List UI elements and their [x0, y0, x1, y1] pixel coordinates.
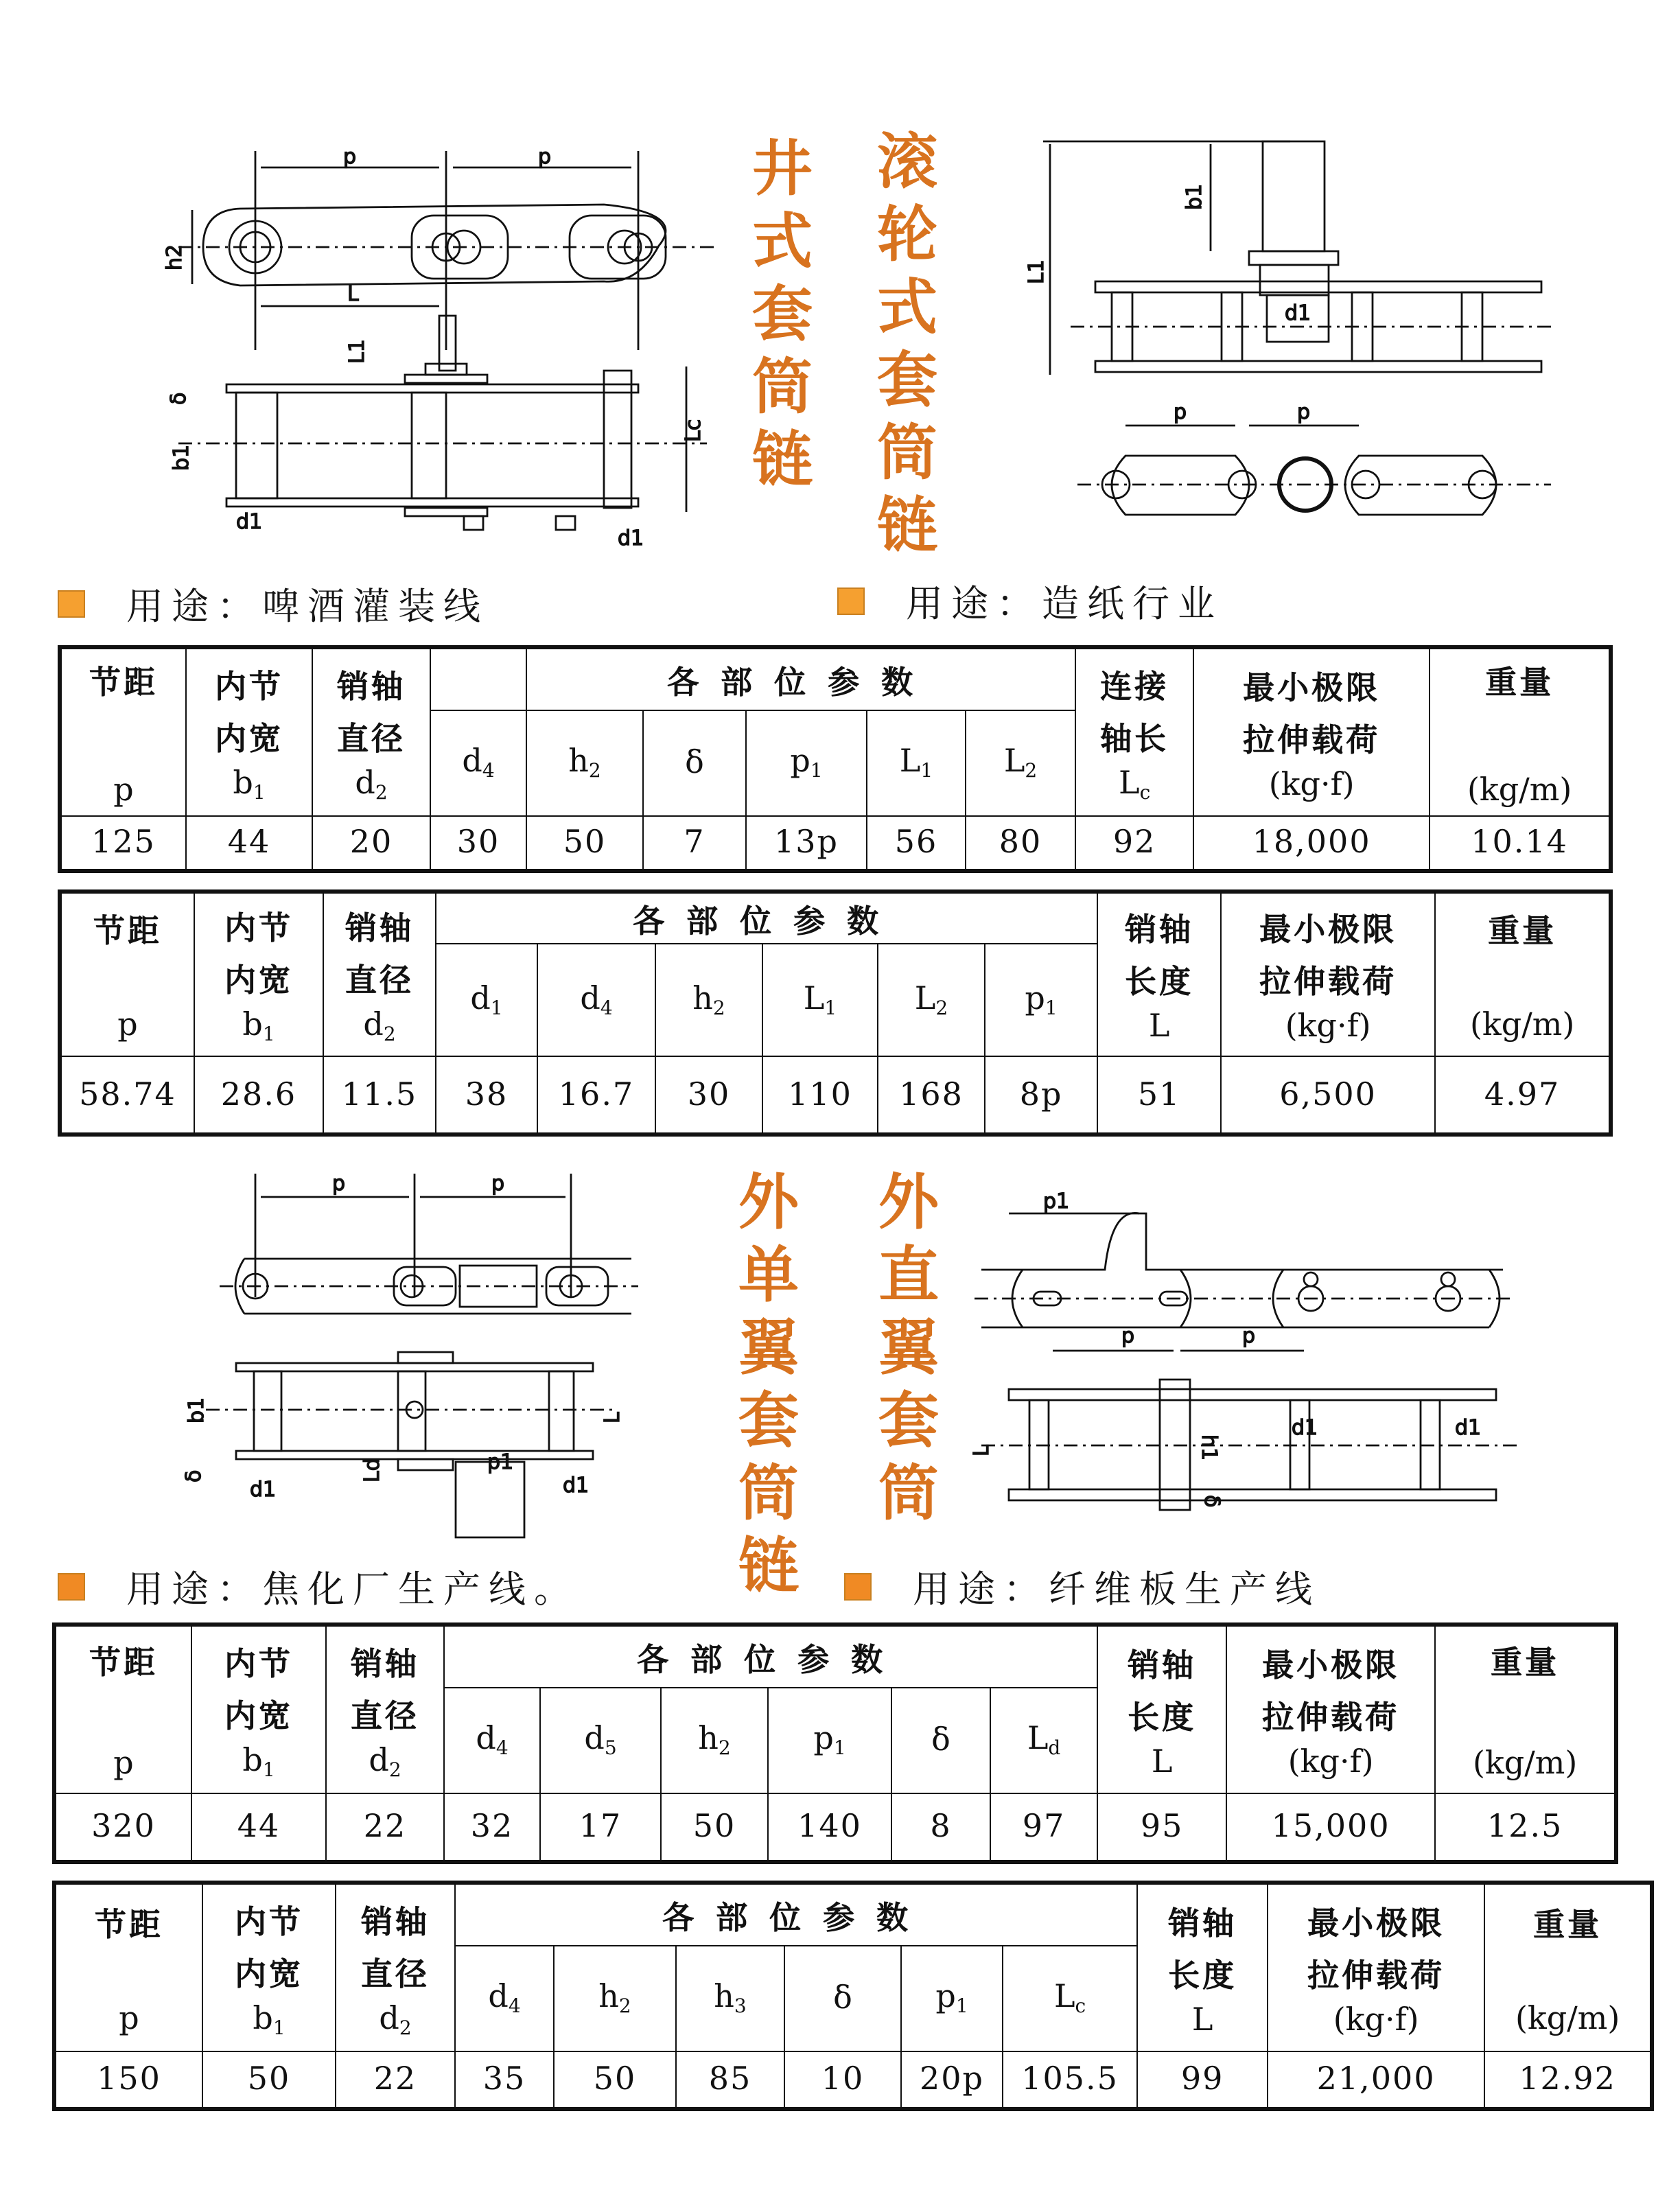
header-param: δ [891, 1688, 990, 1793]
cell: 56 [867, 816, 966, 871]
header-weight: 重量 (kg/m) [1484, 1883, 1652, 2051]
dim-label-d1: d1 [618, 526, 644, 550]
cell: 110 [762, 1056, 878, 1135]
header-param: $h_3$ [676, 1946, 784, 2051]
dim-label-p: p [491, 1172, 505, 1196]
cell: 140 [768, 1793, 891, 1862]
header-param: δ [784, 1946, 901, 2051]
title-char: 链 [738, 1532, 799, 1602]
cell: 4.97 [1435, 1056, 1611, 1135]
cell: 85 [676, 2051, 784, 2109]
header-pin-length: 销轴长度 L [1137, 1883, 1268, 2051]
dim-label-Ld: Ld [360, 1458, 384, 1482]
title-char: 滚 [877, 128, 937, 198]
cell: 44 [191, 1793, 326, 1862]
cell: 20p [901, 2051, 1003, 2109]
header-pin-diameter: 销轴直径 $d_2$ [312, 647, 430, 816]
header-param: $h_2$ [526, 710, 643, 816]
usage-value: 啤酒灌装线 [262, 586, 489, 629]
cell: 22 [336, 2051, 455, 2109]
table-row [54, 1793, 1616, 1862]
cell: 125 [60, 816, 186, 871]
title-char: 式 [877, 273, 937, 343]
header-min-tensile-load: 最小极限拉伸载荷 (kg·f) [1193, 647, 1430, 816]
title-char: 筒 [877, 419, 937, 489]
header-group-params: 各部位参数 [455, 1883, 1137, 1946]
dim-label-L1: L1 [1025, 259, 1049, 284]
usage-line-well-type [58, 577, 489, 630]
cell: 17 [540, 1793, 661, 1862]
cell: 15,000 [1226, 1793, 1435, 1862]
cell: 13p [746, 816, 867, 871]
cell: 80 [966, 816, 1075, 871]
cell: 8p [985, 1056, 1097, 1135]
header-pitch: 节距 p [54, 1625, 191, 1793]
cell: 92 [1075, 816, 1193, 871]
title-char: 翼 [878, 1314, 939, 1384]
spec-table-roller-type [58, 889, 1613, 1137]
cell: 16.7 [537, 1056, 655, 1135]
header-param: $L_1$ [762, 944, 878, 1056]
cell: 58.74 [60, 1056, 194, 1135]
title-char: 外 [738, 1168, 799, 1238]
header-param: $d_4$ [537, 944, 655, 1056]
usage-label: 用途： [126, 586, 262, 629]
dim-label-b1: b1 [185, 1397, 209, 1423]
title-char: 套 [878, 1386, 939, 1456]
dim-label-p: p [1297, 400, 1311, 424]
header-param: $h_2$ [554, 1946, 676, 2051]
dim-label-d1: d1 [1292, 1416, 1318, 1440]
cell: 150 [54, 2051, 202, 2109]
dim-label-p1: p1 [487, 1450, 514, 1474]
bullet-square-icon [837, 587, 865, 614]
cell: 11.5 [323, 1056, 436, 1135]
bullet-square-icon [844, 1572, 872, 1600]
outer-straight-wing-chain-diagram [968, 1180, 1544, 1524]
dim-label-p: p [332, 1172, 346, 1196]
header-min-tensile-load: 最小极限拉伸载荷 (kg·f) [1268, 1883, 1484, 2051]
cell: 50 [661, 1793, 768, 1862]
dim-label-b1: b1 [170, 444, 194, 471]
cell: 50 [526, 816, 643, 871]
usage-line-outer-straight-wing [844, 1559, 1320, 1613]
cell: 12.92 [1484, 2051, 1652, 2109]
header-param: $L_2$ [878, 944, 985, 1056]
dim-label-p1: p1 [1043, 1189, 1070, 1213]
spec-table-outer-straight-wing [52, 1881, 1654, 2111]
header-param: $L_d$ [990, 1688, 1097, 1793]
header-param: $L_c$ [1003, 1946, 1137, 2051]
cell: 28.6 [194, 1056, 323, 1135]
cell: 50 [202, 2051, 336, 2109]
cell: 18,000 [1193, 816, 1430, 871]
section-title-well-type [748, 133, 817, 497]
title-char: 套 [877, 346, 937, 416]
header-param: $h_2$ [655, 944, 762, 1056]
cell: 10.14 [1430, 816, 1611, 871]
header-weight: 重量 (kg/m) [1435, 1625, 1616, 1793]
cell: 44 [186, 816, 312, 871]
dim-label-p: p [538, 145, 552, 169]
section-title-roller-type [873, 126, 942, 563]
cell: 35 [455, 2051, 554, 2109]
cell: 21,000 [1268, 2051, 1484, 2109]
usage-value: 焦化厂生产线。 [262, 1569, 579, 1612]
usage-value: 造纸行业 [1042, 583, 1223, 626]
header-param: $d_4$ [430, 710, 526, 816]
table-row [60, 816, 1611, 871]
header-weight: 重量 (kg/m) [1435, 892, 1611, 1056]
spec-table-outer-single-wing [52, 1622, 1618, 1864]
dim-label-L: L [970, 1445, 994, 1456]
cell: 30 [430, 816, 526, 871]
cell: 51 [1097, 1056, 1221, 1135]
header-param: $L_2$ [966, 710, 1075, 816]
header-param: $L_1$ [867, 710, 966, 816]
header-inner-width: 内节内宽 $b_1$ [194, 892, 323, 1056]
cell: 32 [444, 1793, 540, 1862]
cell: 10 [784, 2051, 901, 2109]
cell: 50 [554, 2051, 676, 2109]
dim-label-p: p [1121, 1324, 1135, 1348]
header-param: $p_1$ [768, 1688, 891, 1793]
header-pitch: 节距 p [54, 1883, 202, 2051]
header-param: $p_1$ [985, 944, 1097, 1056]
dim-label-h1: h1 [1197, 1434, 1221, 1461]
usage-label: 用途： [913, 1569, 1049, 1612]
header-min-tensile-load: 最小极限拉伸载荷 (kg·f) [1226, 1625, 1435, 1793]
cell: 7 [643, 816, 746, 871]
title-char: 套 [738, 1386, 799, 1456]
cell: 105.5 [1003, 2051, 1137, 2109]
dim-label-L1: L1 [345, 339, 369, 364]
well-type-chain-diagram [163, 130, 741, 550]
bullet-square-icon [58, 590, 85, 617]
title-char: 链 [752, 426, 813, 496]
usage-value: 纤维板生产线 [1049, 1569, 1320, 1612]
title-char: 筒 [878, 1459, 939, 1529]
header-pin-diameter: 销轴直径 $d_2$ [336, 1883, 455, 2051]
dim-label-delta: δ [182, 1469, 206, 1482]
usage-line-roller-type [837, 574, 1223, 627]
section-title-outer-straight-wing [874, 1167, 943, 1531]
title-char: 链 [877, 491, 937, 561]
dim-label-d1: d1 [250, 1478, 277, 1502]
table-row [54, 2051, 1652, 2109]
header-pin-length: 销轴长度 L [1097, 1625, 1226, 1793]
cell: 320 [54, 1793, 191, 1862]
outer-single-wing-chain-diagram [178, 1160, 673, 1531]
cell: 20 [312, 816, 430, 871]
header-param: $h_2$ [661, 1688, 768, 1793]
header-group-params: 各部位参数 [526, 647, 1075, 710]
spec-table-well-type [58, 645, 1613, 873]
cell: 95 [1097, 1793, 1226, 1862]
dim-label-p: p [1242, 1324, 1256, 1348]
dim-label-p: p [1174, 400, 1187, 424]
title-char: 井 [752, 135, 813, 205]
header-inner-width: 内节内宽 $b_1$ [186, 647, 312, 816]
title-char: 轮 [877, 200, 937, 270]
header-param: $d_4$ [444, 1688, 540, 1793]
bullet-square-icon [58, 1572, 85, 1600]
roller-type-chain-diagram [1016, 130, 1565, 542]
header-param: $d_5$ [540, 1688, 661, 1793]
dim-label-Lc: Lc [681, 419, 705, 442]
cell: 8 [891, 1793, 990, 1862]
header-pitch: 节距 p [60, 647, 186, 816]
header-param: δ [643, 710, 746, 816]
dim-label-L: L [600, 1412, 625, 1423]
dim-label-h2: h2 [163, 244, 187, 270]
usage-label: 用途： [126, 1569, 262, 1612]
header-group-params: 各部位参数 [444, 1625, 1097, 1688]
header-inner-width: 内节内宽 $b_1$ [191, 1625, 326, 1793]
header-pin-length: 销轴长度 L [1097, 892, 1221, 1056]
cell: 38 [436, 1056, 537, 1135]
dim-label-delta: δ [167, 392, 191, 405]
title-char: 筒 [752, 353, 813, 423]
header-pin-diameter: 销轴直径 $d_2$ [326, 1625, 444, 1793]
header-group-params: 各部位参数 [436, 892, 1097, 944]
header-weight: 重量 (kg/m) [1430, 647, 1611, 816]
cell: 6,500 [1221, 1056, 1435, 1135]
table-row [60, 1056, 1611, 1135]
title-char: 直 [878, 1241, 939, 1311]
cell: 12.5 [1435, 1793, 1616, 1862]
section-title-outer-single-wing [734, 1167, 803, 1603]
dim-label-d1: d1 [236, 510, 263, 534]
cell: 97 [990, 1793, 1097, 1862]
title-char: 单 [738, 1241, 799, 1311]
header-param: $p_1$ [901, 1946, 1003, 2051]
dim-label-d1: d1 [1285, 301, 1311, 325]
header-blank [430, 647, 526, 710]
title-char: 套 [752, 280, 813, 350]
dim-label-d1: d1 [563, 1474, 590, 1498]
usage-line-outer-single-wing [58, 1559, 579, 1613]
usage-label: 用途： [906, 583, 1042, 626]
header-pitch: 节距 p [60, 892, 194, 1056]
cell: 22 [326, 1793, 444, 1862]
dim-label-d1: d1 [1455, 1416, 1482, 1440]
title-char: 筒 [738, 1459, 799, 1529]
header-pin-diameter: 销轴直径 $d_2$ [323, 892, 436, 1056]
header-min-tensile-load: 最小极限拉伸载荷 (kg·f) [1221, 892, 1435, 1056]
cell: 30 [655, 1056, 762, 1135]
dim-label-p: p [343, 145, 357, 169]
dim-label-delta: δ [1200, 1495, 1224, 1508]
cell: 99 [1137, 2051, 1268, 2109]
title-char: 翼 [738, 1314, 799, 1384]
header-inner-width: 内节内宽 $b_1$ [202, 1883, 336, 2051]
cell: 168 [878, 1056, 985, 1135]
header-param: $d_4$ [455, 1946, 554, 2051]
header-connect-axle-length: 连接轴长 $L_c$ [1075, 647, 1193, 816]
dim-label-L: L [347, 282, 359, 306]
header-param: $d_1$ [436, 944, 537, 1056]
dim-label-b1: b1 [1182, 183, 1206, 210]
title-char: 式 [752, 207, 813, 277]
header-param: $p_1$ [746, 710, 867, 816]
title-char: 外 [878, 1168, 939, 1238]
